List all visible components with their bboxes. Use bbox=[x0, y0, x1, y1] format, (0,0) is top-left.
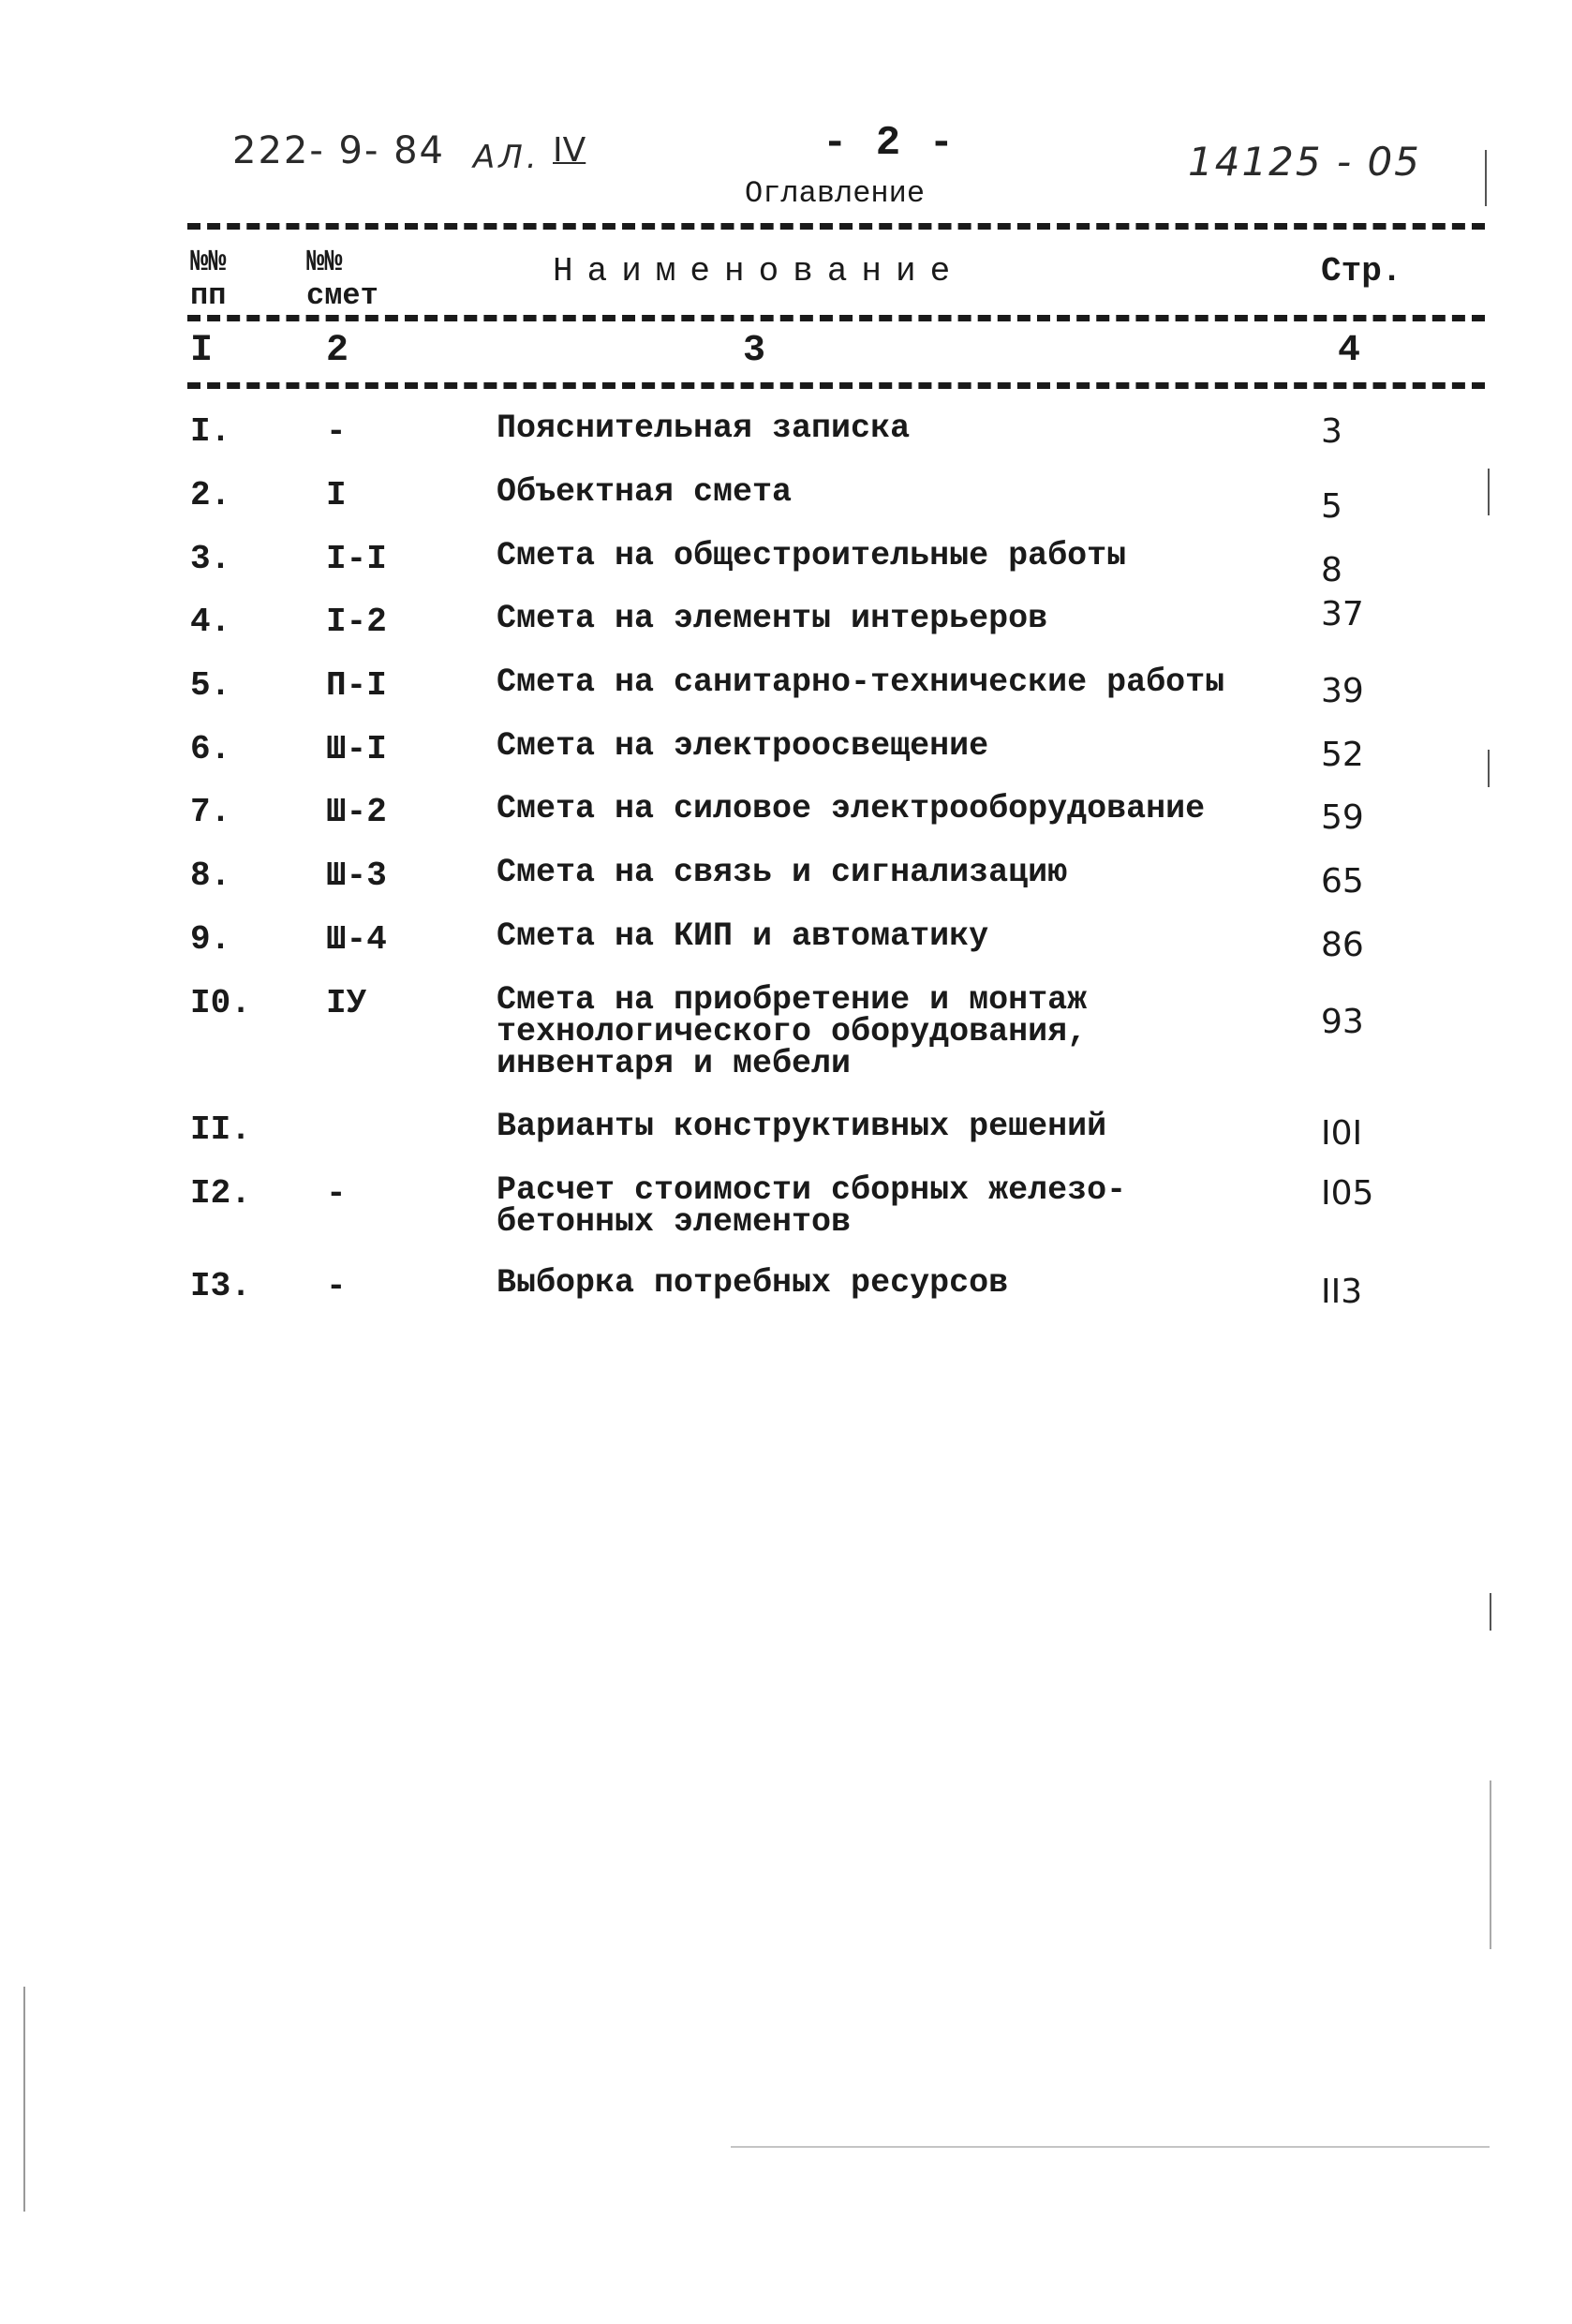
row-name: Смета на общестроительные работы bbox=[497, 537, 1127, 574]
column-numbers-rule bbox=[187, 382, 1485, 389]
row-page: I0I bbox=[1321, 1114, 1363, 1153]
row-number: 9. bbox=[190, 920, 231, 959]
row-name: Смета на связь и сигнализацию bbox=[497, 854, 1068, 891]
header-bottom-rule bbox=[187, 315, 1485, 321]
row-page: I05 bbox=[1321, 1174, 1374, 1213]
row-number: I. bbox=[190, 412, 231, 451]
scan-mark bbox=[1485, 150, 1487, 206]
row-name: Смета на силовое электрооборудование bbox=[497, 790, 1206, 827]
page-title: Оглавление bbox=[745, 176, 926, 211]
row-number: II. bbox=[190, 1110, 251, 1149]
row-page: 52 bbox=[1321, 736, 1364, 774]
row-estimate: Ш-I bbox=[326, 730, 387, 768]
table-top-rule bbox=[187, 223, 1485, 230]
sheet-code: 14125 - 05 bbox=[1188, 139, 1421, 185]
document-code: 222- 9- 84 bbox=[232, 129, 445, 172]
row-name: Пояснительная записка bbox=[497, 410, 911, 447]
row-name: Смета на элементы интерьеров bbox=[497, 600, 1048, 637]
row-number: 7. bbox=[190, 793, 231, 831]
row-estimate: I bbox=[326, 476, 347, 514]
row-number: 2. bbox=[190, 476, 231, 514]
row-estimate: - bbox=[326, 1174, 347, 1213]
scan-mark bbox=[1488, 469, 1490, 515]
scan-mark bbox=[731, 2146, 1490, 2148]
row-name: Объектная смета bbox=[497, 473, 793, 511]
album-number: IV bbox=[553, 131, 586, 170]
row-number: 6. bbox=[190, 730, 231, 768]
column-header-item-number: №№ пп bbox=[190, 245, 227, 313]
column-header-name: Наименование bbox=[553, 252, 965, 290]
column-header-page: Стр. bbox=[1321, 252, 1402, 290]
album-label: АЛ. bbox=[473, 139, 541, 176]
column-number-2: 2 bbox=[326, 330, 349, 372]
scan-mark bbox=[1488, 750, 1490, 787]
row-page: 37 bbox=[1321, 595, 1364, 633]
row-estimate: Ш-2 bbox=[326, 793, 387, 831]
row-estimate: Ш-4 bbox=[326, 920, 387, 959]
column-number-1: I bbox=[190, 330, 214, 372]
row-estimate: I-I bbox=[326, 540, 387, 578]
row-estimate: - bbox=[326, 1267, 347, 1305]
row-name: Выборка потребных ресурсов bbox=[497, 1264, 1009, 1302]
row-page: 86 bbox=[1321, 926, 1364, 964]
row-estimate: Ш-3 bbox=[326, 857, 387, 895]
row-number: I2. bbox=[190, 1174, 251, 1213]
scan-mark bbox=[23, 1987, 25, 2212]
scan-mark bbox=[1490, 1780, 1491, 1949]
row-estimate: П-I bbox=[326, 666, 387, 705]
row-estimate: I-2 bbox=[326, 603, 387, 641]
row-page: 39 bbox=[1321, 672, 1364, 710]
column-number-4: 4 bbox=[1338, 330, 1361, 372]
column-header-estimate-number: №№ смет bbox=[306, 245, 378, 313]
row-name: Варианты конструктивных решений bbox=[497, 1108, 1107, 1145]
row-name: Расчет стоимости сборных железо- бетонных элементов bbox=[497, 1171, 1127, 1241]
row-name: Смета на КИП и автоматику bbox=[497, 917, 989, 955]
scan-mark bbox=[1490, 1593, 1491, 1631]
row-number: I0. bbox=[190, 984, 251, 1022]
row-page: II3 bbox=[1321, 1273, 1363, 1311]
row-page: 3 bbox=[1321, 412, 1342, 451]
row-page: 8 bbox=[1321, 551, 1342, 589]
row-page: 59 bbox=[1321, 798, 1364, 837]
row-number: I3. bbox=[190, 1267, 251, 1305]
row-page: 93 bbox=[1321, 1003, 1364, 1041]
row-number: 3. bbox=[190, 540, 231, 578]
row-name: Смета на санитарно-технические работы bbox=[497, 663, 1225, 701]
row-estimate: - bbox=[326, 412, 347, 451]
row-number: 5. bbox=[190, 666, 231, 705]
column-number-3: 3 bbox=[743, 330, 766, 372]
row-name: Смета на приобретение и монтаж технологического оборудования, инвентаря и мебели bbox=[497, 981, 1088, 1082]
row-page: 5 bbox=[1321, 487, 1342, 526]
page-number: - 2 - bbox=[823, 120, 957, 167]
row-page: 65 bbox=[1321, 862, 1364, 901]
row-number: 8. bbox=[190, 857, 231, 895]
row-estimate: IУ bbox=[326, 984, 367, 1022]
row-name: Смета на электроосвещение bbox=[497, 727, 989, 765]
row-number: 4. bbox=[190, 603, 231, 641]
